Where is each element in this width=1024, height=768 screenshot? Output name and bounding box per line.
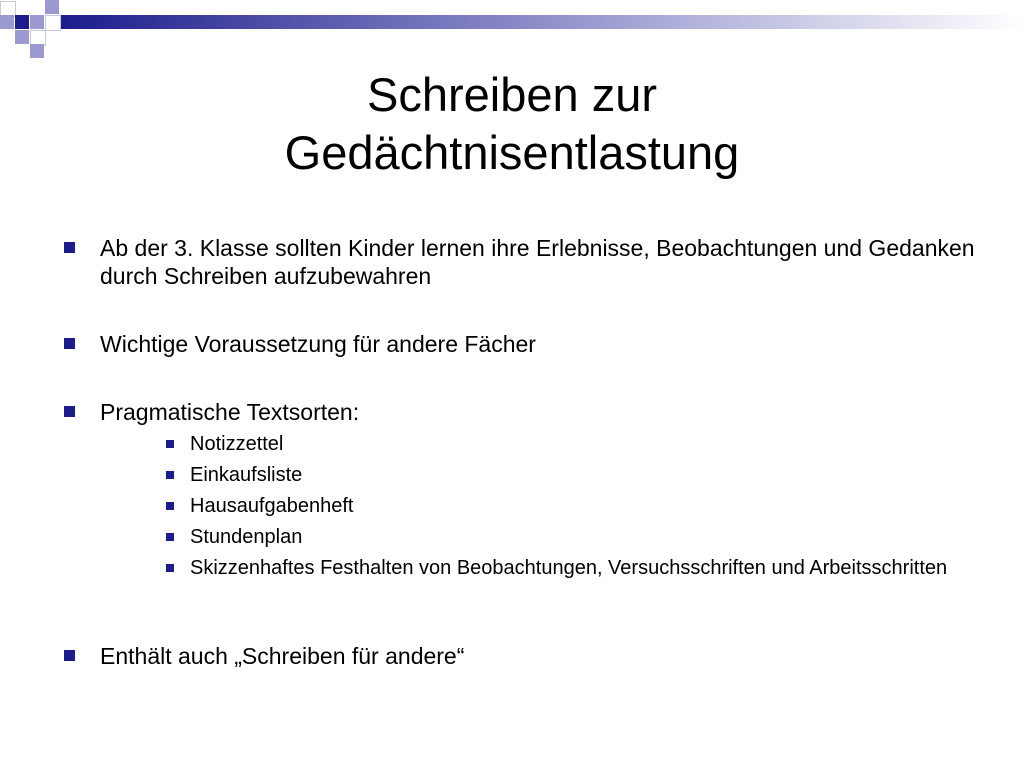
square-bullet-icon — [166, 471, 174, 479]
sub-bullet-item — [190, 494, 950, 518]
sub-bullet-item — [190, 525, 950, 549]
sub-bullet-text: Hausaufgabenheft — [190, 495, 354, 517]
bullet-item — [100, 234, 980, 290]
square-bullet-icon — [64, 242, 75, 253]
sub-bullet-item — [190, 432, 950, 456]
bullet-item — [100, 330, 980, 358]
bullet-text: Wichtige Voraussetzung für andere Fächer — [100, 331, 536, 357]
sub-bullet-text: Einkaufsliste — [190, 464, 303, 486]
square-bullet-icon — [64, 650, 75, 661]
sub-bullet-text: Skizzenhaftes Festhalten von Beobachtungen, Versuchsschriften und Arbeitsschritten — [190, 557, 948, 579]
square-bullet-icon — [64, 338, 75, 349]
square-bullet-icon — [166, 502, 174, 510]
slide-title-line-1: Schreiben zur — [367, 68, 657, 121]
square-bullet-icon — [166, 440, 174, 448]
sub-bullet-text: Stundenplan — [190, 526, 303, 548]
bullet-item — [100, 398, 980, 426]
slide-title-line-2: Gedächtnisentlastung — [284, 126, 740, 179]
sub-bullet-text: Notizzettel — [190, 433, 284, 455]
square-bullet-icon — [166, 564, 174, 572]
square-bullet-icon — [166, 533, 174, 541]
sub-bullet-item — [190, 556, 950, 580]
bullet-text: Pragmatische Textsorten: — [100, 399, 360, 425]
bullet-text: Enthält auch „Schreiben für andere“ — [100, 643, 465, 669]
bullet-text: Ab der 3. Klasse sollten Kinder lernen ihre Erlebnisse, Beobachtungen und Gedanken durch Schreiben aufzubewahren — [100, 235, 975, 289]
bullet-item — [100, 642, 980, 670]
square-bullet-icon — [64, 406, 75, 417]
sub-bullet-item — [190, 463, 950, 487]
